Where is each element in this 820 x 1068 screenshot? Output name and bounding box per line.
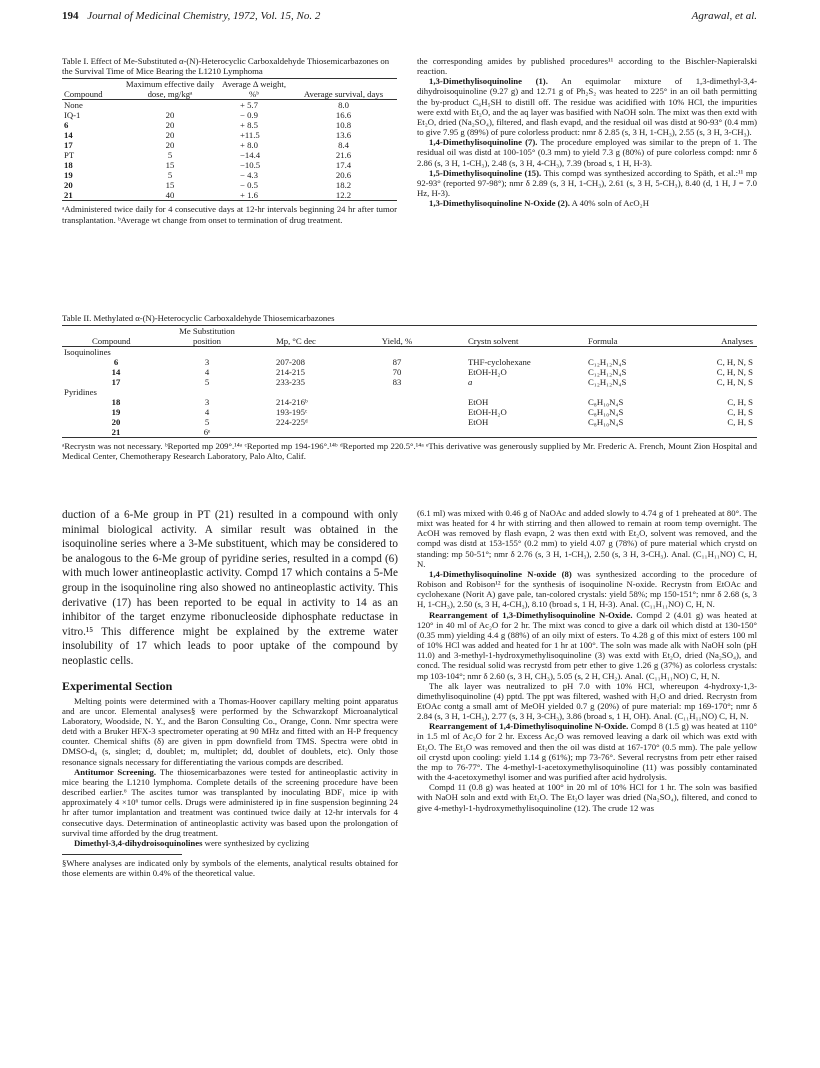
table-cell: 20.6 [335, 170, 352, 181]
t1-header-weight: Average Δ weight, %ᵇ [218, 79, 290, 100]
table-cell [352, 397, 442, 407]
paragraph-heading: 1,5-Dimethylisoquinoline (15). [429, 167, 542, 178]
running-header [62, 10, 757, 26]
table-cell: − 0.5 [240, 180, 258, 191]
table-2-grid [62, 325, 757, 438]
table-cell: 20 [165, 110, 175, 121]
table-cell: 224-225ᵈ [276, 417, 308, 428]
paragraph-text: The procedure employed was similar to the prepn of 1. The residual oil was distd at 100-105° (0.3 mm) to yield 7.3 g (80%) of pure colorless compd: nmr δ 2.86 (s, 3 H, 1-CH₃), 2.48 (s, 3 H, 4-CH₃), 7.39 (broad s, 1 H, H-3). [417, 137, 757, 168]
page-number: 194 [62, 10, 79, 22]
table-cell [667, 427, 757, 438]
table-cell: 18.2 [335, 180, 352, 191]
table-cell: 21.6 [335, 150, 352, 161]
table-cell: 4 [204, 367, 210, 378]
table-cell: 8.4 [338, 140, 349, 151]
table-cell: 3 [204, 357, 210, 368]
table-cell: 20 [64, 180, 73, 191]
table-cell: 20 [111, 417, 121, 428]
table-cell: 83 [392, 377, 402, 388]
table-cell: EtOH-H₂O [468, 367, 507, 378]
paragraph-heading: 1,3-Dimethylisoquinoline (1). [429, 76, 548, 87]
table-cell: C₁₂H₁₂N₄S [588, 357, 627, 368]
table-row [62, 367, 757, 377]
paragraph [417, 137, 757, 167]
table-row [62, 397, 757, 407]
table-cell: 21 [111, 427, 121, 438]
table-row [62, 377, 757, 387]
table-cell [352, 417, 442, 427]
table-2-body [62, 347, 757, 438]
table-cell: 193-195ᶜ [276, 407, 308, 418]
table-cell: C₈H₁₀N₄S [588, 417, 624, 428]
paragraph-text: Compd 8 (1.5 g) was heated at 110° in 1.5 ml of Ac₂O for 2 hr. Excess Ac₂O was removed leaving a dark oil which was extd with Et₂O. The Et₂O was removed and then the oil was distd at 167-170° (0.5 mm). The pale yellow oil crystd upon cooling: yield 1.14 g (61%); mp 73-76°. Several recrystns from petr ether raised the mp to 76-77°. The 4-methyl-1-acetoxymethylisoquinoline (11) was possibly contaminated with the 4-acetoxymethyl isomer and was purified after acid hydrolysis. [417, 721, 757, 783]
paragraph-heading: 1,4-Dimethylisoquinoline (7). [429, 137, 538, 148]
paragraph [417, 610, 757, 681]
table-cell [352, 407, 442, 417]
paragraph-text: This compd was synthesized according to Späth, et al.:¹¹ mp 92-93° (reported 97-98°); nmr δ 2.89 (s, 3 H, 1-CH₃), 2.61 (s, 3 H, 5-CH₃), 8.40 (d, 1 H, J = 7.0 Hz, H-3). [417, 167, 757, 199]
table-row [62, 110, 397, 120]
table-cell: 5 [204, 417, 210, 428]
table-cell: 214-216ᵇ [276, 397, 308, 408]
table-group-label: Isoquinolines [64, 347, 111, 358]
table-cell: C₁₂H₁₂N₄S [588, 377, 627, 388]
table-cell [242, 427, 352, 438]
table-row [62, 140, 397, 150]
table-cell: C, H, N, S [716, 377, 753, 388]
table-cell: − 4.3 [240, 170, 258, 181]
paragraph: duction of a 6-Me group in PT (21) resulted in a compound with only minimal biological activity. A similar result was obtained in the isoquinoline series where a 3-Me substituent, which may be considered to be analogous to the 6-Me group of pyridine series, resulted in a compd (6) with much lower antineoplastic activity. Compd 17 which contains a 5-Me group in the isoquinoline ring also showed no antineoplastic activity. This derivative (17) has been reported to be equal in activity to 14 as an inhibitor of the target enzyme ribonucleoside diphosphate reductase in vitro.¹⁵ This difference might be explained by the extreme water insolubility of 17 which leads to poor uptake of the compound by neoplastic cells. [62, 509, 398, 667]
paragraph-heading: Dimethyl-3,4-dihydroisoquinolines [74, 837, 203, 848]
table-cell: C, H, N, S [716, 357, 753, 368]
table-cell: 15 [165, 180, 175, 191]
paragraph-heading: Rearrangement of 1,3-Dimethylisoquinoline N-Oxide. [429, 609, 633, 620]
table-cell: 19 [111, 407, 121, 418]
section-heading: Experimental Section [62, 678, 173, 693]
table-cell: +11.5 [240, 130, 260, 141]
table-cell: 17 [64, 140, 73, 151]
table-cell: 20 [165, 140, 175, 151]
table-cell: 15 [165, 160, 175, 171]
table-cell: 70 [392, 367, 402, 378]
table-row [62, 150, 397, 160]
table-row [62, 407, 757, 417]
paragraph [417, 198, 757, 208]
table-cell: −14.4 [240, 150, 261, 161]
paragraph [417, 721, 757, 782]
table-cell: 20 [165, 130, 175, 141]
table-cell: 5 [167, 170, 173, 181]
table-cell: THF-cyclohexane [468, 357, 531, 368]
table-cell: 3 [204, 397, 210, 408]
table-2-footnote: ᵃRecrystn was not necessary. ᵇReported mp 209°.¹⁴ᵃ ᶜReported mp 194-196°.¹⁴ᵇ ᵈReported mp 220.5°.¹⁴ᵃ ᵉThis derivative was generously supplied by Mr. Frederic A. French, Mount Zion Hospital and Medical Center, Chemotherapy Research Laboratory, Palo Alto, Calif. [62, 441, 757, 462]
table-row [62, 180, 397, 190]
t2-header-compound: Compound [62, 326, 172, 347]
table-cell: PT [64, 150, 75, 161]
paragraph: the corresponding amides by published procedures¹¹ according to the Bischler-Napieralski reaction. [417, 56, 757, 77]
footnote-divider [62, 854, 182, 855]
table-cell: 8.0 [338, 100, 349, 111]
table-1-body [62, 100, 397, 201]
t2-header-position: Me Substitution position [172, 326, 242, 347]
paragraph-heading: Rearrangement of 1,4-Dimethylisoquinoline N-Oxide. [429, 721, 629, 732]
t1-header-compound: Compound [62, 79, 122, 100]
paragraph-heading: 1,3-Dimethylisoquinoline N-Oxide (2). [429, 198, 570, 209]
table-cell: C₈H₁₀N₄S [588, 407, 624, 418]
table-row [62, 357, 757, 367]
table-cell: 214-215 [276, 367, 305, 378]
table-cell: IQ-1 [64, 110, 81, 121]
paragraph-text: Compd 2 (4.01 g) was heated at 120° in 40 ml of Ac₂O for 2 hr. The mixt was concd to give a dark oil which distd at 130-150° (0.35 mm) yielding 4.4 g (88%) of an oily mixt of esters. To 4.28 g of this mixt of esters 100 ml of 10% HCl was added and heated for 1 hr at 100°. The soln was made alk with NaOH soln (pH 11.0) and 3-methyl-1-hydroxymethylisoquinoline (3) was extd with Et₂O, dried (Na₂SO₄), and concd. The residual solid was recrystd from petr ether to give 1.26 g (37%) as colorless crystals: mp 103-104°; nmr δ 2.60 (s, 3 H, CH₃), 5.05 (s, 2 H, CH₂). Anal. (C₁₁H₁₁NO) C, H, N. [417, 609, 757, 681]
paragraph-text: were synthesized by cyclizing [202, 837, 310, 848]
paragraph: The alk layer was neutralized to pH 7.0 with 10% HCl, whereupon 4-hydroxy-1,3-dimethylisoquinoline (4) pptd. The ppt was filtered, washed with H₂O and dried. Recrystn from EtOAc contg a small amt of MeOH yielded 0.7 g (20%) of pure material: mp 169-170°; nmr δ 2.84 (s, 3 H, 1-CH₃), 2.77 (s, 3 H, 3-CH₃), 3.86 (broad s, 1 H, OH). Anal. (C₁₁H₁₁NO) C, H, N. [417, 680, 757, 722]
footnote: §Where analyses are indicated only by symbols of the elements, analytical results obtained for those elements are within 0.4% of the theoretical value. [62, 858, 398, 879]
table-cell [122, 100, 218, 111]
table-cell: + 8.5 [240, 120, 258, 131]
table-cell: 17.4 [335, 160, 352, 171]
paragraph: Melting points were determined with a Thomas-Hoover capillary melting point apparatus and are uncor. Elemental analyses§ were performed by the Schwarzkopf Microanalytical Laboratory, Woodside, N. Y., and the Baron Consulting Co., Orange, Conn. Nmr spectra were detd with a Bruker HFX-3 spectrometer operating at 90 MHz and fitted with an H-P frequency counter. Chemical shifts (δ) are given in ppm downfield from TMS. Spectra were obtd in DMSO-d₆ (s, singlet; d, doublet; m, multiplet; dd, doublet of doublets, etc). Only those resonance signals necessary for differentiating the various compds are described. [62, 695, 398, 767]
table-cell: 14 [111, 367, 121, 378]
table-group-label: Pyridines [64, 387, 97, 398]
table-cell: 13.6 [335, 130, 352, 141]
paragraph [417, 168, 757, 198]
table-row [62, 130, 397, 140]
t2-header-formula: Formula [572, 326, 667, 347]
table-cell: 14 [64, 130, 73, 141]
table-cell: 17 [111, 377, 121, 388]
table-cell: 18 [111, 397, 121, 408]
table-cell [572, 427, 667, 438]
t2-header-solvent: Crystn solvent [442, 326, 572, 347]
table-cell: + 1.6 [240, 190, 258, 201]
table-cell: None [64, 100, 83, 111]
paragraph-text: A 40% soln of AcO₂H [569, 198, 649, 209]
t2-header-yield: Yield, % [352, 326, 442, 347]
table-row [62, 160, 397, 170]
paragraph: (6.1 ml) was mixed with 0.46 g of NaOAc and added slowly to 4.74 g of 1 preheated at 80°. The mixt was heated for 4 hr with stirring and then allowed to remain at room temp overnight. The AcOH was removed by flash evapn, 2 was then extd with Et₂O, solvent was removed, and the compd was distd at 153-155° (0.2 mm) to yield 4.07 g (78%) of pure material which crystd on standing: mp 50-51°; nmr δ 2.76 (s, 3 H, 1-CH₃), 2.50 (s, 3 H, 3-CH₃). Anal. (C₁₁H₁₁NO) C, H, N. [417, 508, 757, 569]
table-cell: −10.5 [240, 160, 261, 171]
table-2 [62, 313, 757, 462]
table-cell: C, H, S [727, 417, 753, 428]
table-cell: 207-208 [276, 357, 305, 368]
table-row [62, 120, 397, 130]
table-cell: 19 [64, 170, 73, 181]
paragraph-text: was synthesized according to the procedure of Robison and Robison¹² for the synthesis of isoquinoline N-oxide. Recrystn from EtOAc and cyclohexane (Norit A) gave pale, tan-colored crystals: yield 58%; mp 150-151°; nmr δ 2.68 (s, 3 H, 1-CH₃), 2.50 (s, 3 H, 4-CH₃), 8.10 (broad s, 1 H, H-3). Anal. (C₁₁H₁₁NO) C, H, N. [417, 568, 757, 610]
authors: Agrawal, et al. [691, 10, 757, 22]
table-row [62, 427, 757, 438]
paragraph [417, 569, 757, 610]
t1-header-survival: Average survival, days [290, 79, 397, 100]
table-1-footnote: ᵃAdministered twice daily for 4 consecutive days at 12-hr intervals beginning 24 hr after tumor transplantation. ᵇAverage wt change from onset to termination of drug treatment. [62, 204, 397, 225]
table-cell: 5 [204, 377, 210, 388]
table-cell: 21 [64, 190, 73, 201]
table-1-caption: Table I. Effect of Me-Substituted α-(N)-Heterocyclic Carboxaldehyde Thiosemicarbazones on the Survival Time of Mice Bearing the L1210 Lymphoma [62, 56, 390, 77]
table-1-grid [62, 78, 397, 201]
t2-header-analyses: Analyses [667, 326, 757, 347]
table-cell: 6ᵉ [203, 427, 211, 438]
paragraph-heading: Antitumor Screening. [74, 766, 157, 777]
table-cell: 12.2 [335, 190, 352, 201]
table-cell: C, H, S [727, 407, 753, 418]
table-cell: 20 [165, 120, 175, 131]
table-cell: EtOH-H₂O [468, 407, 507, 418]
table-cell: C, H, N, S [716, 367, 753, 378]
table-cell: C, H, S [727, 397, 753, 408]
table-cell: 18 [64, 160, 73, 171]
table-cell: 10.8 [335, 120, 352, 131]
table-1 [62, 56, 397, 225]
table-row [62, 417, 757, 427]
left-column-bottom [62, 508, 398, 878]
table-2-caption: Table II. Methylated α-(N)-Heterocyclic Carboxaldehyde Thiosemicarbazones [62, 313, 335, 323]
table-cell [352, 427, 442, 438]
table-cell: a [468, 377, 473, 388]
t2-header-mp: Mp, °C dec [242, 326, 352, 347]
table-cell: 5 [167, 150, 173, 161]
paragraph-text: The thiosemicarbazones were tested for antineoplastic activity in mice bearing the L1210 lymphoma. Complete details of the screening procedure have been described earlier.⁶ The ascites tumor was transplanted by inoculating BDF₁ mice ip with approximately 4 ×10⁶ tumor cells. Drugs were administered ip in fine suspension beginning 24 hr after tumor implantation and treatment was continued twice daily at 12-hr intervals for 4 consecutive days. Determination of antineoplastic activity was based upon the prolongation of survival time afforded by the drug treatment. [62, 766, 398, 838]
table-cell: 233-235 [276, 377, 305, 388]
table-cell [442, 427, 572, 438]
right-column-bottom [417, 508, 757, 813]
paragraph [62, 767, 398, 838]
table-cell: EtOH [468, 417, 489, 428]
right-column-top [417, 56, 757, 208]
table-row [62, 190, 397, 201]
table-cell: EtOH [468, 397, 489, 408]
paragraph: Compd 11 (0.8 g) was heated at 100° in 20 ml of 10% HCl for 1 hr. The soln was basified with NaOH soln and extd with Et₂O. The Et₂O layer was dried (Na₂SO₄), filtered, and concd to give 4-methyl-1-hydroxymethylisoquinoline (12). The crude 12 was [417, 782, 757, 813]
paragraph-heading: 1,4-Dimethylisoquinoline N-oxide (8) [429, 568, 572, 579]
journal-citation: Journal of Medicinal Chemistry, 1972, Vol. 15, No. 2 [87, 10, 321, 22]
table-cell: 87 [392, 357, 402, 368]
table-group-row [62, 387, 757, 397]
t1-header-dose: Maximum effective daily dose, mg/kgᵃ [122, 79, 218, 100]
table-row [62, 170, 397, 180]
table-cell: + 5.7 [240, 100, 258, 111]
paragraph-text: An equimolar mixture of 1,3-dimethyl-3,4-dihydroisoquinoline (9.27 g) and 12.71 g of Ph₂S₂ was heated to 225° in an oil bath permitting the by-product C₆H₅SH to distill off. The residue was acidified with 10% HCl, the impurities were extd with Et₂O, and the aq layer was basified with NaOH soln. The mixt was then extd with Et₂O, dried (Na₂SO₄), filtered, and flash evapd, and the residual oil was distd at 90-93° (0.4 mm) to give 7.95 g (89%) of pure colorless product: nmr δ 2.85 (s, 3 H, 1-CH₃), 2.55 (s, 3 H, 3-CH₃). [417, 76, 757, 138]
table-cell: − 0.9 [240, 110, 258, 121]
table-cell: 4 [204, 407, 210, 418]
table-cell: C₈H₁₀N₄S [588, 397, 624, 408]
table-group-row [62, 347, 757, 358]
table-cell: 40 [165, 190, 175, 201]
table-cell: C₁₂H₁₂N₄S [588, 367, 627, 378]
table-cell: 6 [113, 357, 119, 368]
paragraph [62, 838, 398, 848]
table-cell: + 8.0 [240, 140, 258, 151]
paragraph [417, 76, 757, 137]
table-cell: 6 [64, 120, 69, 131]
table-cell: 16.6 [335, 110, 352, 121]
table-row [62, 100, 397, 111]
